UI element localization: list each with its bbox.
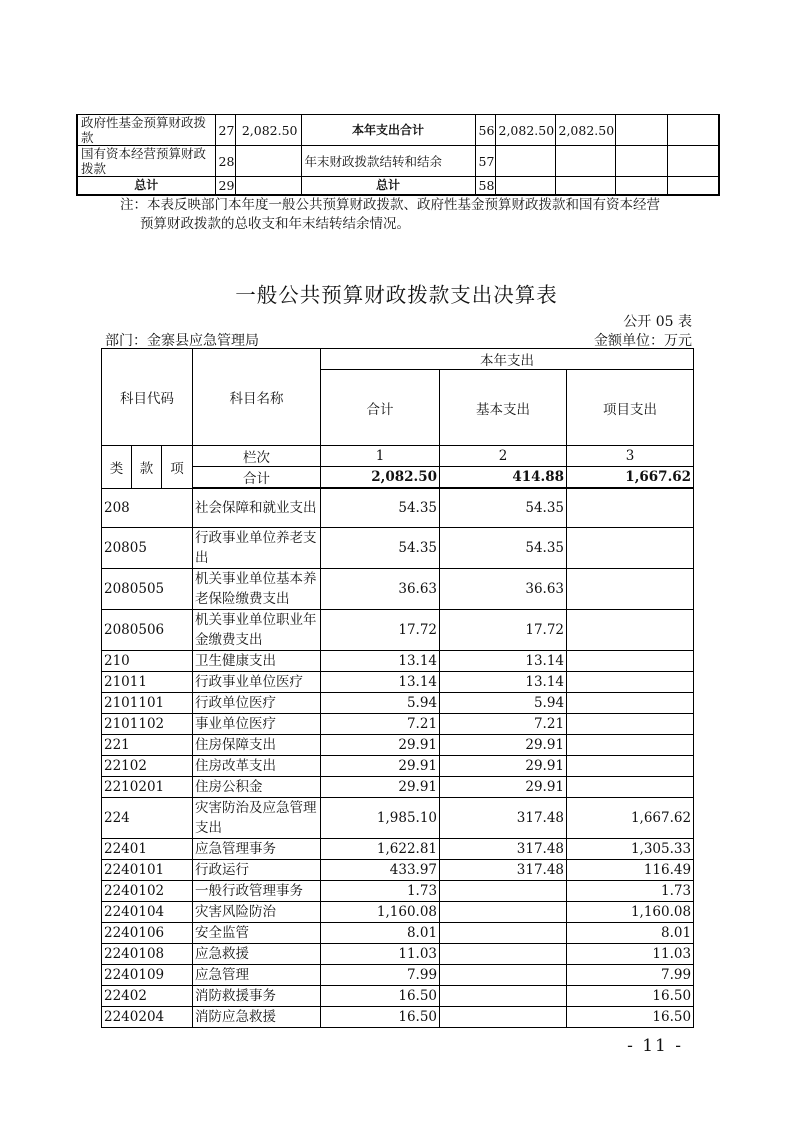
header-xiang: 项: [162, 446, 193, 489]
header-row: [102, 349, 694, 370]
table-row: [102, 488, 694, 527]
account-code: 2240101: [102, 859, 193, 880]
total-amount: 2,082.50: [321, 467, 440, 489]
account-name: 行政运行: [193, 859, 321, 880]
amount-total: 29.91: [321, 734, 440, 755]
line-number: 28: [215, 146, 235, 177]
amount-total: 8.01: [321, 922, 440, 943]
amount-total: 5.94: [321, 692, 440, 713]
account-name: 应急救援: [193, 943, 321, 964]
amount-basic: 54.35: [440, 527, 567, 568]
page-number: - 11 -: [627, 1036, 683, 1056]
account-name: 行政单位医疗: [193, 692, 321, 713]
account-name: 机关事业单位基本养老保险缴费支出: [193, 568, 321, 609]
expense-total-label: 总计: [301, 177, 475, 195]
column-index: 3: [567, 446, 694, 467]
amount-total: 13.14: [321, 650, 440, 671]
header-kuan: 款: [132, 446, 162, 489]
account-code: 21011: [102, 671, 193, 692]
amount-project: 1,305.33: [567, 838, 694, 859]
table-row: [102, 671, 694, 692]
table-row: [77, 146, 719, 177]
amount-total: 1,622.81: [321, 838, 440, 859]
income-amount: 2,082.50: [235, 115, 301, 146]
account-name: 住房保障支出: [193, 734, 321, 755]
account-name: 卫生健康支出: [193, 650, 321, 671]
account-name: 事业单位医疗: [193, 713, 321, 734]
table-row: [102, 797, 694, 838]
account-name: 消防应急救援: [193, 1006, 321, 1027]
amount-basic: 317.48: [440, 838, 567, 859]
income-amount: [235, 177, 301, 195]
table-row: [102, 1006, 694, 1027]
amount-total: 13.14: [321, 671, 440, 692]
table-row: [102, 776, 694, 797]
amount-project: [567, 671, 694, 692]
amount-total: 17.72: [321, 609, 440, 650]
amount-total: 1,160.08: [321, 901, 440, 922]
amount-basic: 7.21: [440, 713, 567, 734]
amount-basic: 317.48: [440, 859, 567, 880]
total-basic: 414.88: [440, 467, 567, 489]
account-code: 221: [102, 734, 193, 755]
amount-project: [567, 609, 694, 650]
amount-total: 54.35: [321, 527, 440, 568]
table-row: [102, 943, 694, 964]
account-name: 一般行政管理事务: [193, 880, 321, 901]
amount-total: 16.50: [321, 1006, 440, 1027]
account-code: 22401: [102, 838, 193, 859]
amount-total: 11.03: [321, 943, 440, 964]
amount-project: 11.03: [567, 943, 694, 964]
account-code: 2080506: [102, 609, 193, 650]
account-code: 22402: [102, 985, 193, 1006]
header-lei: 类: [102, 446, 132, 489]
table-row: [102, 692, 694, 713]
line-number: 56: [475, 115, 495, 146]
account-name: 社会保障和就业支出: [193, 488, 321, 527]
amount-basic: 13.14: [440, 671, 567, 692]
amount-project: [567, 568, 694, 609]
table-row: [102, 734, 694, 755]
amount-project: 7.99: [567, 964, 694, 985]
account-name: 消防救援事务: [193, 985, 321, 1006]
account-name: 应急管理事务: [193, 838, 321, 859]
amount-project: 8.01: [567, 922, 694, 943]
table-row: [102, 650, 694, 671]
department-label: 部门：金寨县应急管理局: [105, 333, 259, 349]
header-current-year: 本年支出: [321, 349, 694, 370]
amount-project: 16.50: [567, 985, 694, 1006]
column-index: 1: [321, 446, 440, 467]
table-row: [102, 985, 694, 1006]
amount-project: [567, 527, 694, 568]
amount-basic: 29.91: [440, 776, 567, 797]
amount-unit-label: 金额单位：万元: [594, 333, 692, 349]
account-name: 灾害风险防治: [193, 901, 321, 922]
amount-basic: [440, 1006, 567, 1027]
account-code: 22102: [102, 755, 193, 776]
amount-project: [567, 755, 694, 776]
expense-amount: [555, 177, 615, 195]
amount-total: 36.63: [321, 568, 440, 609]
expense-amount: [615, 177, 667, 195]
header-basic: 基本支出: [440, 370, 567, 446]
amount-project: 16.50: [567, 1006, 694, 1027]
column-index: 2: [440, 446, 567, 467]
table-note: [120, 196, 710, 234]
account-code: 2210201: [102, 776, 193, 797]
expense-amount: [667, 177, 719, 195]
table-row: [102, 922, 694, 943]
account-name: 应急管理: [193, 964, 321, 985]
amount-basic: 17.72: [440, 609, 567, 650]
amount-project: 1,160.08: [567, 901, 694, 922]
account-code: 208: [102, 488, 193, 527]
expense-amount: [615, 115, 667, 146]
expense-amount: 2,082.50: [555, 115, 615, 146]
header-name: 科目名称: [193, 349, 321, 446]
expense-item-name: 本年支出合计: [301, 115, 475, 146]
table-row: [102, 568, 694, 609]
table-row: [102, 838, 694, 859]
income-total-label: 总计: [77, 177, 215, 195]
account-name: 灾害防治及应急管理支出: [193, 797, 321, 838]
income-item-name: 国有资本经营预算财政拨款: [77, 146, 215, 177]
amount-project: 1.73: [567, 880, 694, 901]
table-row: [77, 115, 719, 146]
account-name: 住房公积金: [193, 776, 321, 797]
amount-basic: 29.91: [440, 734, 567, 755]
account-name: 安全监管: [193, 922, 321, 943]
income-item-name: 政府性基金预算财政拨款: [77, 115, 215, 146]
header-lanci: 栏次: [193, 446, 321, 467]
account-code: 210: [102, 650, 193, 671]
amount-project: 1,667.62: [567, 797, 694, 838]
amount-project: [567, 650, 694, 671]
line-number: 27: [215, 115, 235, 146]
amount-project: [567, 488, 694, 527]
account-name: 行政事业单位养老支出: [193, 527, 321, 568]
amount-basic: [440, 985, 567, 1006]
total-project: 1,667.62: [567, 467, 694, 489]
income-expense-summary-table: [76, 114, 720, 196]
amount-project: [567, 734, 694, 755]
table-row: [102, 901, 694, 922]
amount-basic: [440, 880, 567, 901]
amount-total: 7.99: [321, 964, 440, 985]
account-code: 2240109: [102, 964, 193, 985]
line-number: 29: [215, 177, 235, 195]
amount-project: [567, 713, 694, 734]
amount-total: 7.21: [321, 713, 440, 734]
amount-total: 16.50: [321, 985, 440, 1006]
expense-amount: 2,082.50: [495, 115, 555, 146]
table-row: [102, 713, 694, 734]
amount-basic: 36.63: [440, 568, 567, 609]
table-row: [102, 859, 694, 880]
header-project: 项目支出: [567, 370, 694, 446]
line-number: 58: [475, 177, 495, 195]
amount-total: 433.97: [321, 859, 440, 880]
amount-basic: [440, 943, 567, 964]
expense-item-name: 年末财政拨款结转和结余: [301, 146, 475, 177]
column-index-row: [102, 446, 694, 467]
account-code: 20805: [102, 527, 193, 568]
amount-total: 1.73: [321, 880, 440, 901]
amount-basic: [440, 901, 567, 922]
table-row: [102, 964, 694, 985]
expense-amount: [555, 146, 615, 177]
page-title: 一般公共预算财政拨款支出决算表: [235, 283, 558, 307]
expenditure-table: [101, 348, 694, 1028]
note-line-2: 预算财政拨款的总收支和年末结转结余情况。: [140, 216, 410, 232]
amount-basic: [440, 964, 567, 985]
account-code: 2101101: [102, 692, 193, 713]
header-code: 科目代码: [102, 349, 193, 446]
account-name: 住房改革支出: [193, 755, 321, 776]
account-code: 2240102: [102, 880, 193, 901]
amount-total: 54.35: [321, 488, 440, 527]
table-row: [102, 527, 694, 568]
amount-basic: 54.35: [440, 488, 567, 527]
table-code: 公开 05 表: [623, 314, 692, 330]
amount-project: 116.49: [567, 859, 694, 880]
expense-amount: [495, 146, 555, 177]
amount-project: [567, 692, 694, 713]
amount-total: 29.91: [321, 776, 440, 797]
amount-basic: 5.94: [440, 692, 567, 713]
note-line-1: 注：本表反映部门本年度一般公共预算财政拨款、政府性基金预算财政拨款和国有资本经营: [120, 197, 660, 213]
total-label: 合计: [193, 467, 321, 489]
account-code: 2240108: [102, 943, 193, 964]
account-code: 2240104: [102, 901, 193, 922]
account-name: 机关事业单位职业年金缴费支出: [193, 609, 321, 650]
account-code: 2240204: [102, 1006, 193, 1027]
amount-basic: [440, 922, 567, 943]
amount-basic: 317.48: [440, 797, 567, 838]
income-amount: [235, 146, 301, 177]
line-number: 57: [475, 146, 495, 177]
header-total: 合计: [321, 370, 440, 446]
amount-total: 29.91: [321, 755, 440, 776]
account-code: 2101102: [102, 713, 193, 734]
table-row: [77, 177, 719, 195]
amount-project: [567, 776, 694, 797]
expense-amount: [495, 177, 555, 195]
amount-basic: 29.91: [440, 755, 567, 776]
expense-amount: [615, 146, 667, 177]
expense-amount: [667, 146, 719, 177]
account-code: 2080505: [102, 568, 193, 609]
account-code: 224: [102, 797, 193, 838]
table-row: [102, 880, 694, 901]
table-row: [102, 755, 694, 776]
expense-amount: [667, 115, 719, 146]
amount-total: 1,985.10: [321, 797, 440, 838]
account-name: 行政事业单位医疗: [193, 671, 321, 692]
table-row: [102, 609, 694, 650]
account-code: 2240106: [102, 922, 193, 943]
amount-basic: 13.14: [440, 650, 567, 671]
